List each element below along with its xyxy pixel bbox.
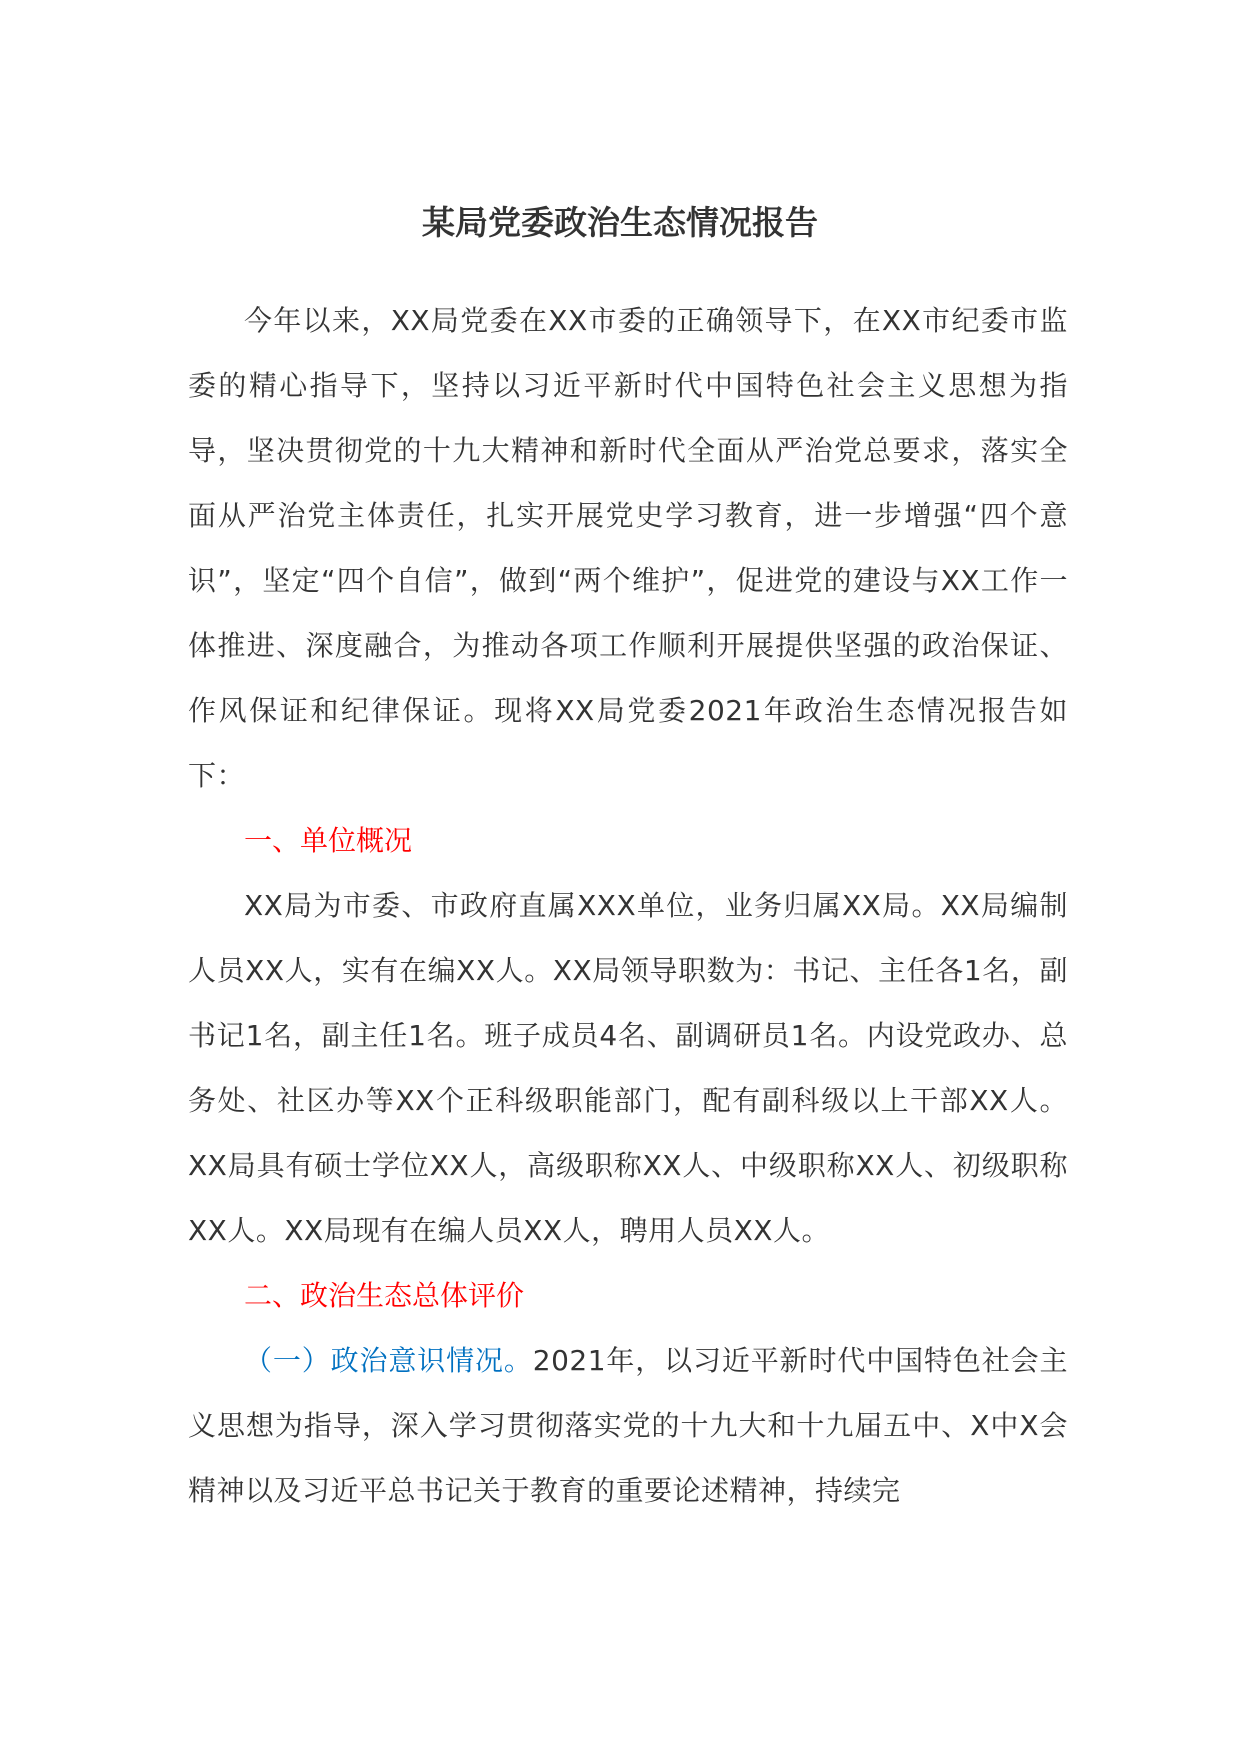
document-body — [188, 288, 1068, 1523]
unit-overview-paragraph: XX局为市委、市政府直属XXX单位，业务归属XX局。XX局编制人员XX人，实有在编XX人。XX局领导职数为：书记、主任各1名，副书记1名，副主任1名。班子成员4名、副调研员1名。内设党政办、总务处、社区办等XX个正科级职能部门，配有副科级以上干部XX人。XX局具有硕士学位XX人，高级职称XX人、中级职称XX人、初级职称XX人。XX局现有在编人员XX人，聘用人员XX人。 — [188, 889, 1068, 1247]
political-awareness-text: 2021年，以习近平新时代中国特色社会主义思想为指导，深入学习贯彻落实党的十九大和十九届五中、X中X会精神以及习近平总书记关于教育的重要论述精神，持续完 — [188, 1344, 1068, 1507]
political-awareness-paragraph — [188, 1328, 1068, 1523]
section-heading-unit-overview: 一、单位概况 — [244, 824, 413, 857]
section-heading-political-evaluation: 二、政治生态总体评价 — [244, 1279, 525, 1312]
subsection-label-political-awareness: （一）政治意识情况。 — [244, 1344, 533, 1377]
intro-paragraph: 今年以来，XX局党委在XX市委的正确领导下，在XX市纪委市监委的精心指导下，坚持以习近平新时代中国特色社会主义思想为指导，坚决贯彻党的十九大精神和新时代全面从严治党总要求，落实全面从严治党主体责任，扎实开展党史学习教育，进一步增强“四个意识”，坚定“四个自信”，做到“两个维护”，促进党的建设与XX工作一体推进、深度融合，为推动各项工作顺利开展提供坚强的政治保证、作风保证和纪律保证。现将XX局党委2021年政治生态情况报告如下： — [188, 304, 1068, 792]
document-title: 某局党委政治生态情况报告 — [422, 203, 818, 242]
